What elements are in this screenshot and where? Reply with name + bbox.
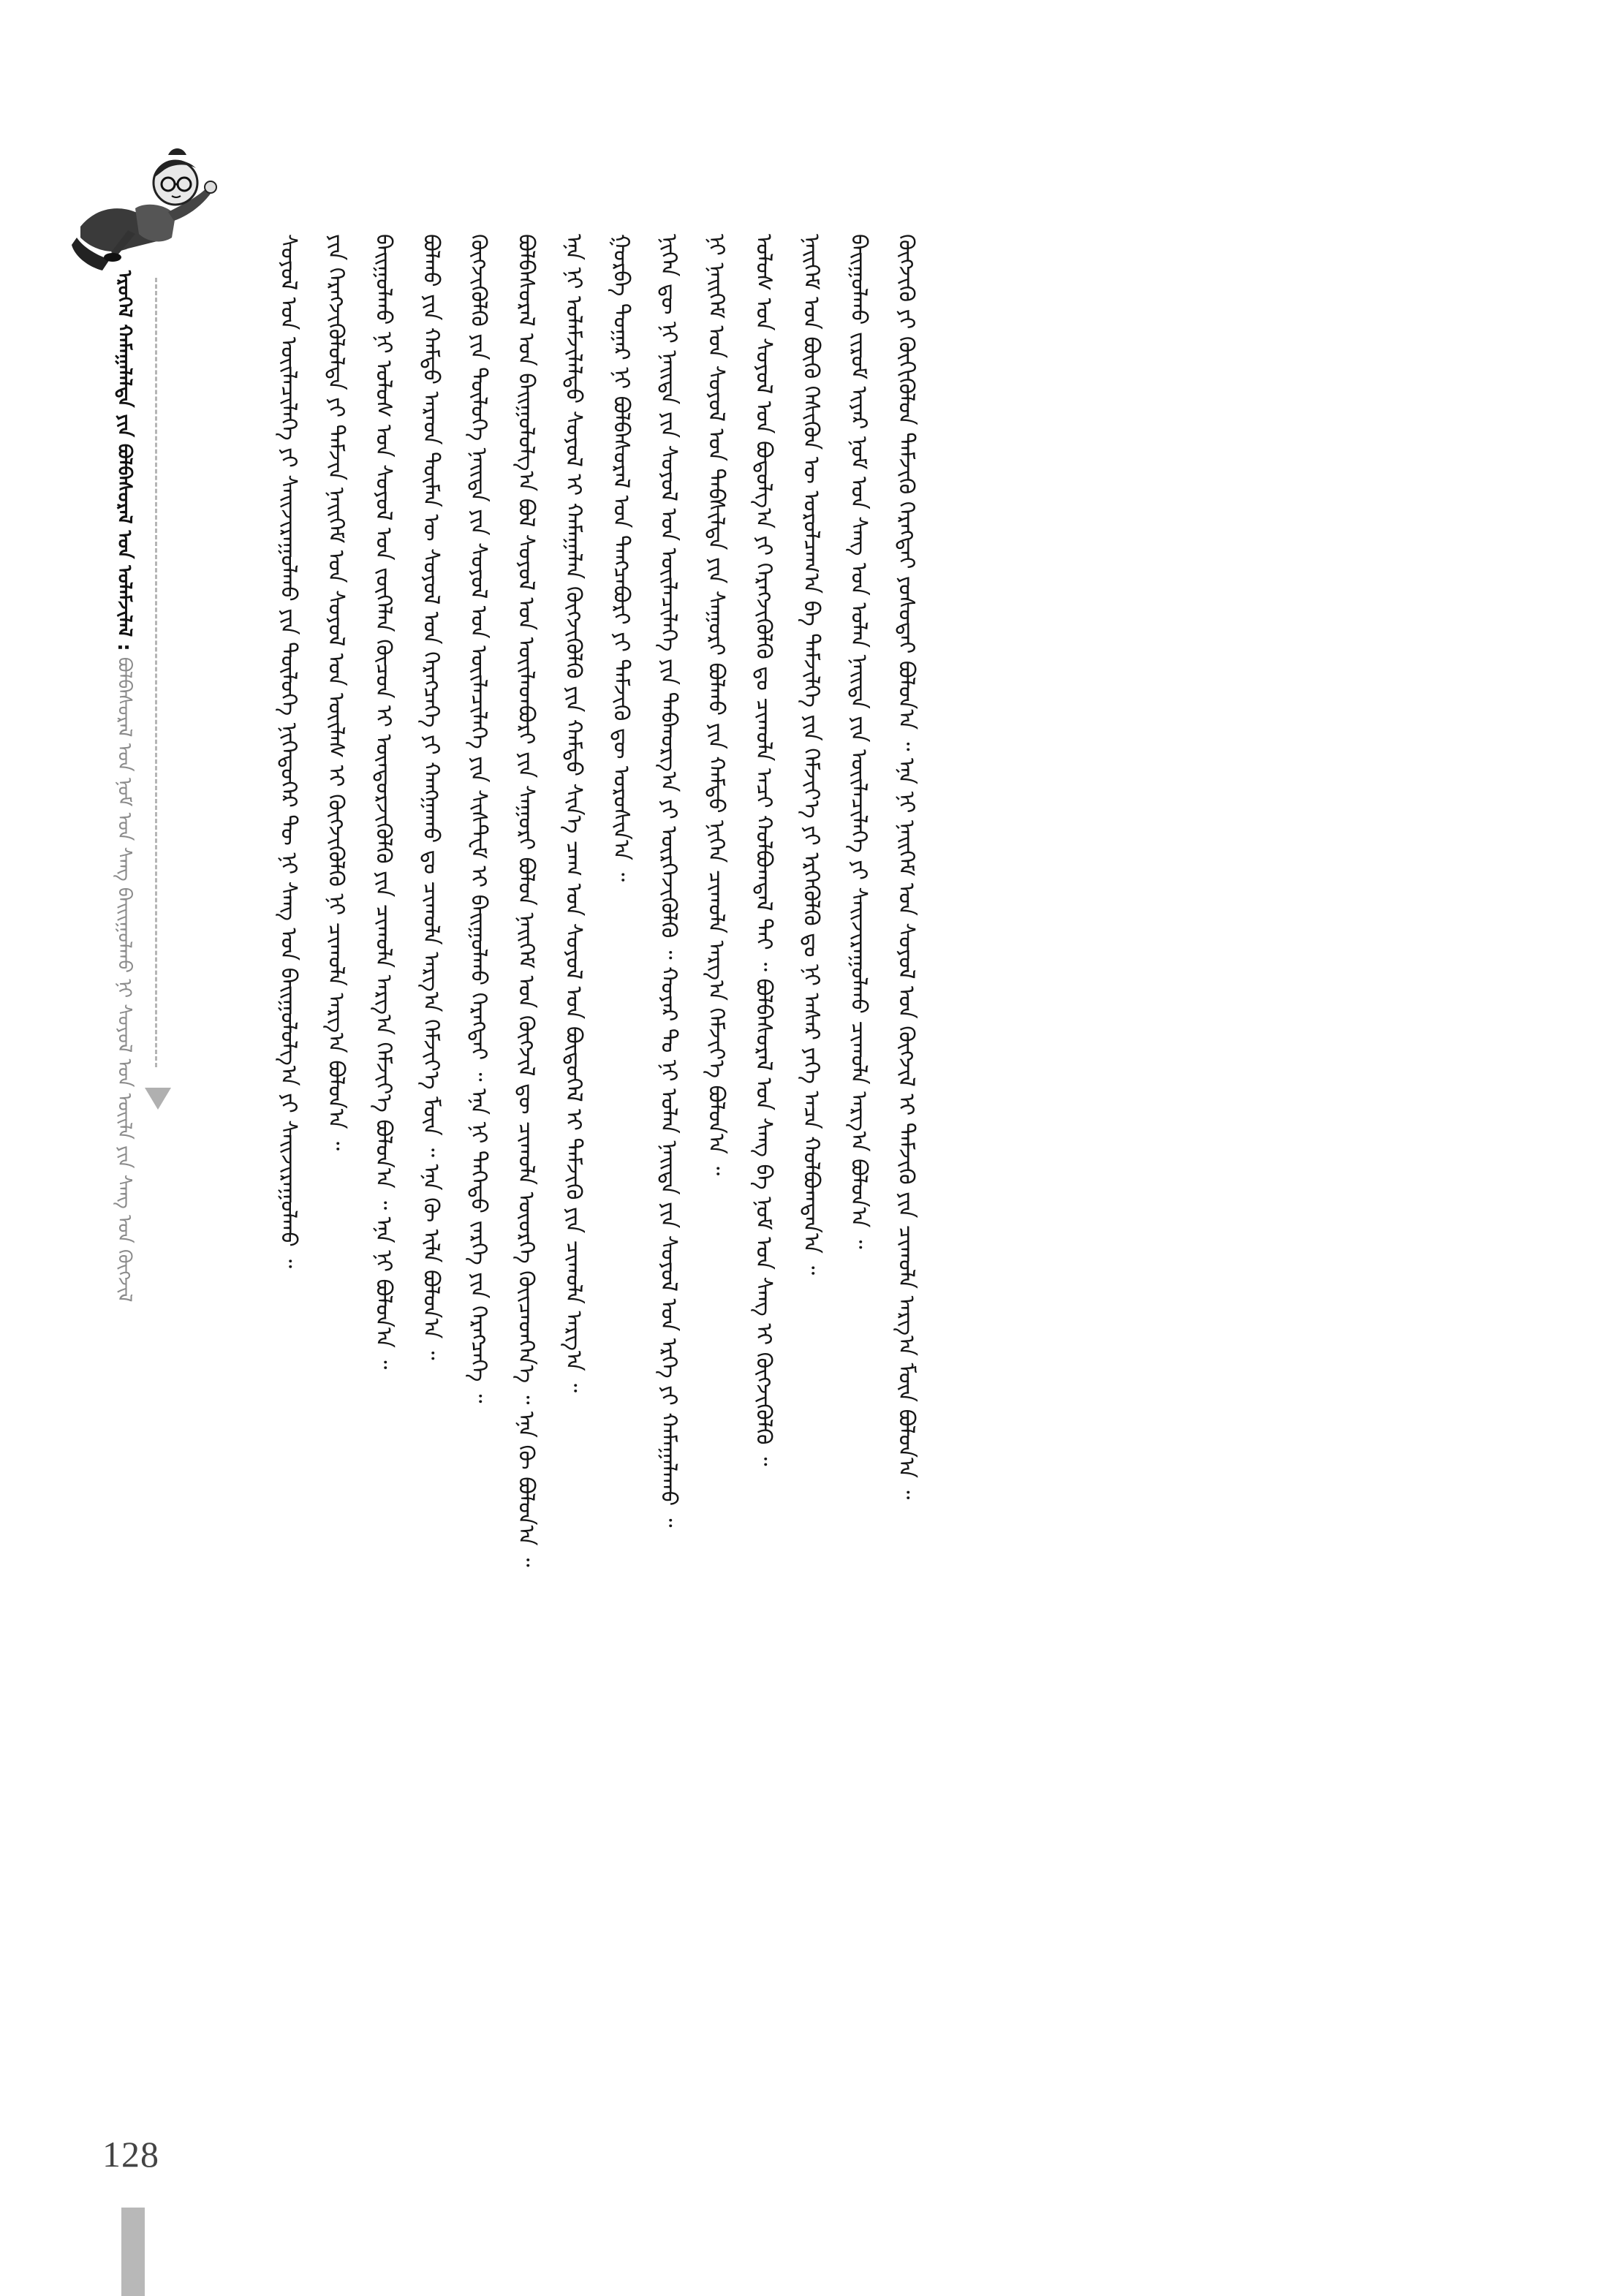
mascot-illustration (66, 139, 227, 278)
text-column-5: ᠨᠢ ᠨᠡᠢᠭᠡᠮ ᠤᠨ ᠰᠣᠶᠣᠯ ᠤᠨ ᠳᠡᠪᠰᠢᠯᠲᠡ ᠶᠢᠨ ᠰᠠᠭᠤᠷᠢ ᠪᠣᠯᠬᠤ ᠶᠢᠨ ᠬᠠᠮᠲᠤ ᠨᠢᠭᠡᠨ ᠴᠢᠬᠤᠯᠠ ᠠᠷᠭ᠎ᠠ ᠬᠡᠮᠵᠢᠶ᠎ᠡ ᠪᠣᠯᠤᠨ᠎ᠠ ᠃ (703, 234, 729, 1176)
text-column-2: ᠪᠠᠢᠭᠤᠯᠬᠤ ᠵᠢᠷᠤᠮ ᠢᠶᠡᠷ ᠨᠣᠮ ᠤᠨ ᠰᠠᠩ ᠤᠨ ᠣᠯᠠᠨ ᠨᠡᠢᠲᠡ ᠶᠢᠨ ᠦᠢᠯᠡᠴᠢᠯᠡᠭᠡ ᠶᠢ ᠰᠠᠢᠵᠢᠷᠠᠭᠤᠯᠬᠤ ᠴᠢᠬᠤᠯᠠ ᠠᠷᠭ᠎ᠠ ᠪᠣᠯᠤᠨ᠎ᠠ ᠃ (846, 234, 871, 1249)
text-column-3: ᠨᠡᠢᠭᠡᠮ ᠤᠨ ᠪᠦᠬᠦ ᠭᠡᠰᠢᠭᠦᠨ ᠦ ᠣᠷᠣᠯᠴᠠᠭ᠎ᠠ ᠪᠠ ᠳᠡᠮᠵᠢᠯᠭᠡ ᠶᠢᠨ ᠬᠡᠮᠵᠢᠶ᠎ᠡ ᠶᠢ ᠡᠷᠭᠡᠭᠦᠯᠬᠦ ᠳᠤ ᠨᠢ ᠠᠰᠠᠷ ᠶᠡᠬᠡ ᠠᠴᠠ ᠬᠣᠯᠪᠣᠭᠳᠠᠨ᠎ᠠ ᠃ (798, 234, 824, 1276)
dashed-divider (155, 278, 157, 1067)
text-column-11: ᠪᠣᠯᠬᠤ ᠶᠢᠨ ᠬᠠᠮᠲᠤ ᠠᠷᠠᠳ ᠲᠦᠮᠡᠨ ᠦ ᠰᠣᠶᠣᠯ ᠤᠨ ᠬᠡᠷᠡᠭᠴᠡᠭᠡ ᠶᠢ ᠬᠠᠩᠭᠠᠬᠤ ᠳᠤ ᠴᠢᠬᠤᠯᠠ ᠠᠷᠭ᠎ᠠ ᠬᠡᠮᠵᠢᠶ᠎ᠡ ᠮᠥᠨ ᠃ ᠡᠨᠡ ᠬᠦ ᠢᠯᠡ ᠪᠣᠯᠤᠨ᠎ᠠ ᠃ (418, 234, 444, 1360)
running-header-subtitle: ᠪᠣᠯᠪᠠᠰᠤᠷᠠᠯ ᠤᠨ ᠨᠣᠮ ᠤᠨ ᠰᠠᠩ ᠪᠠᠢᠢᠭᠤᠯᠬᠤ ᠨᠢ ᠰᠣᠶᠣᠯ ᠤᠨ ᠦᠢᠯᠡ ᠶᠢᠨ ᠰᠠᠩ ᠤᠨ ᠬᠥᠭᠵᠢᠯ (113, 656, 135, 1303)
side-tab-marker (121, 2208, 145, 2296)
text-column-7: ᠭᠤᠷᠪᠠ ᠳᠤᠭᠠᠷ ᠨᠢ ᠪᠣᠯᠪᠠᠰᠤᠷᠠᠯ ᠤᠨ ᠲᠡᠩᠴᠡᠪᠦᠷᠢ ᠶᠢ ᠳᠡᠮᠵᠢᠬᠦ ᠳᠦ ᠣᠷᠣᠰᠢᠨ᠎ᠠ ᠃ (608, 234, 634, 882)
triangle-arrow-icon (145, 1088, 171, 1110)
text-column-8: ᠡᠨᠡ ᠨᠢ ᠤᠯᠠᠮᠵᠢᠯᠠᠯᠲᠤ ᠰᠣᠶᠣᠯ ᠢ ᠬᠠᠮᠠᠭᠠᠯᠠᠨ ᠬᠥᠭᠵᠢᠭᠦᠯᠬᠦ ᠶᠢᠨ ᠬᠠᠮᠲᠤ ᠰᠢᠨ᠎ᠡ ᠴᠠᠭ ᠤᠨ ᠰᠣᠶᠣᠯ ᠤᠨ ᠪᠦᠲᠦᠭᠡᠯ ᠢ ᠳᠡᠮᠵᠢᠬᠦ ᠶᠢᠨ ᠴᠢᠬᠤᠯᠠ ᠠᠷᠭ᠎ᠠ ᠃ (561, 234, 586, 1393)
running-header (110, 270, 139, 1303)
text-column-12: ᠪᠠᠢᠭᠤᠯᠬᠤ ᠨᠢ ᠤᠯᠤᠰ ᠤᠨ ᠰᠣᠶᠣᠯ ᠤᠨ ᠵᠥᠭᠡᠯᠡᠨ ᠬᠦᠴᠦᠨ ᠢ ᠥᠨᠳᠥᠷᠵᠢᠭᠦᠯᠬᠦ ᠶᠢᠨ ᠴᠢᠬᠤᠯᠠ ᠠᠷᠭ᠎ᠠ ᠬᠡᠮᠵᠢᠶ᠎ᠡ ᠪᠣᠯᠤᠨ᠎ᠠ ᠃ ᠡᠨᠡ ᠨᠢ ᠪᠣᠯᠤᠨ᠎ᠠ ᠃ (371, 234, 396, 1370)
body-text (219, 234, 1316, 2105)
text-column-10: ᠬᠥᠭᠵᠢᠭᠦᠯᠬᠦ ᠶᠢᠨ ᠲᠥᠯᠦᠭᠡ ᠨᠡᠢᠲᠡ ᠶᠢᠨ ᠰᠣᠶᠣᠯ ᠤᠨ ᠦᠢᠯᠡᠴᠢᠯᠡᠭᠡ ᠶᠢᠨ ᠰᠢᠰᠲ᠋ᠧᠮ ᠢ ᠪᠠᠢᠭᠤᠯᠬᠤ ᠬᠡᠷᠡᠭᠲᠡᠢ ᠃ ᠡᠨᠡ ᠨᠢ ᠳᠡᠭᠡᠳᠦ ᠵᠡᠷᠭᠡ ᠶᠢᠨ ᠬᠡᠷᠡᠭᠴᠡᠭᠡ ᠃ (466, 234, 491, 1403)
running-header-title: ᠡᠷᠦᠬᠡᠯ ᠬᠠᠮᠠᠭᠠᠯᠠᠯᠲᠠ ᠶᠢᠨ ᠪᠣᠯᠪᠠᠰᠤᠷᠠᠯ ᠤᠨ ᠤᠯᠠᠮᠵᠢᠯᠠᠯ : (113, 270, 135, 651)
text-column-14: ᠰᠣᠶᠣᠯ ᠤᠨ ᠦᠢᠯᠡᠴᠢᠯᠡᠭᠡ ᠶᠢ ᠰᠠᠢᠵᠢᠷᠠᠭᠤᠯᠬᠤ ᠶᠢᠨ ᠲᠥᠯᠦᠭᠡ ᠨᠢᠭᠡᠳᠦᠭᠡᠷ ᠲᠦ ᠨᠢ ᠰᠠᠩ ᠤᠨ ᠪᠠᠢᠭᠤᠯᠤᠯᠭ᠎ᠠ ᠶᠢ ᠰᠠᠢᠵᠢᠷᠠᠭᠤᠯᠬᠤ ᠃ (276, 234, 301, 1269)
text-column-6: ᠨᠢᠭᠡᠨ ᠳᠦ ᠨᠢ ᠨᠡᠢᠲᠡ ᠶᠢᠨ ᠰᠣᠶᠣᠯ ᠤᠨ ᠦᠢᠯᠡᠴᠢᠯᠡᠭᠡ ᠶᠢᠨ ᠳᠠᠪᠬᠤᠷᠭ᠎ᠠ ᠶᠢ ᠥᠷᠭᠡᠵᠢᠭᠦᠯᠬᠦ ᠃ ᠬᠣᠶᠠᠷ ᠲᠤ ᠨᠢ ᠣᠯᠠᠨ ᠨᠡᠢᠲᠡ ᠶᠢᠨ ᠰᠣᠶᠣᠯ ᠤᠨ ᠡᠷᠬᠡ ᠶᠢ ᠬᠠᠮᠠᠭᠠᠯᠠᠬᠤ ᠃ (656, 234, 681, 1528)
text-column-13: ᠶᠢᠨ ᠬᠡᠷᠡᠭᠵᠢᠭᠦᠯᠦᠯᠲᠡ ᠶᠢ ᠳᠡᠮᠵᠢᠨ ᠨᠡᠢᠭᠡᠮ ᠤᠨ ᠰᠣᠶᠣᠯ ᠤᠨ ᠦᠢᠯᠡᠰ ᠢ ᠬᠥᠭᠵᠢᠭᠦᠯᠬᠦ ᠨᠢ ᠴᠢᠬᠤᠯᠠ ᠠᠷᠭ᠎ᠠ ᠪᠣᠯᠤᠨ᠎ᠠ ᠃ (323, 234, 349, 1151)
text-column-9: ᠪᠣᠯᠪᠠᠰᠤᠷᠠᠯ ᠤᠨ ᠪᠠᠢᠭᠤᠯᠤᠯᠭ᠎ᠠ ᠪᠣᠯ ᠰᠣᠶᠣᠯ ᠤᠨ ᠦᠢᠯᠡᠳᠪᠦᠷᠢ ᠶᠢᠨ ᠰᠠᠭᠤᠷᠢ ᠪᠣᠯᠤᠨ ᠨᠡᠢᠭᠡᠮ ᠤᠨ ᠬᠥᠭᠵᠢᠯ ᠳᠦ ᠴᠢᠬᠤᠯᠠ ᠦᠦᠷᠭᠡ ᠭᠦᠢᠴᠡᠳᠬᠡᠨ᠎ᠡ ᠃ ᠡᠨᠡ ᠬᠦ ᠪᠣᠯᠤᠨ᠎ᠠ ᠃ (513, 234, 539, 1567)
text-column-1: ᠬᠥᠭᠵᠢᠬᠦ ᠶᠢ ᠬᠥᠬᠢᠭᠦᠯᠦᠨ ᠳᠡᠮᠵᠢᠬᠦ ᠬᠡᠷᠡᠭᠲᠡᠢ ᠶᠣᠰᠣᠲᠠᠢ ᠪᠣᠯᠤᠨ᠎ᠠ ᠃ ᠡᠨᠡ ᠨᠢ ᠨᠡᠢᠭᠡᠮ ᠤᠨ ᠰᠣᠶᠣᠯ ᠤᠨ ᠬᠥᠭᠵᠢᠯ ᠢ ᠳᠡᠮᠵᠢᠬᠦ ᠶᠢᠨ ᠴᠢᠬᠤᠯᠠ ᠠᠷᠭ᠎ᠠ ᠮᠥᠨ ᠪᠣᠯᠤᠨ᠎ᠠ ᠃ (893, 234, 919, 1500)
page-number: 128 (102, 2134, 159, 2175)
text-column-4: ᠤᠯᠤᠰ ᠤᠨ ᠰᠣᠶᠣᠯ ᠤᠨ ᠪᠣᠳᠣᠯᠭ᠎ᠠ ᠶᠢ ᠬᠡᠷᠡᠭᠵᠢᠭᠦᠯᠬᠦ ᠳᠤ ᠴᠢᠬᠤᠯᠠ ᠠᠴᠢ ᠬᠣᠯᠪᠣᠭᠳᠠᠯ ᠲᠠᠢ ᠃ ᠪᠣᠯᠪᠠᠰᠤᠷᠠᠯ ᠤᠨ ᠰᠠᠩ ᠪᠠ ᠨᠣᠮ ᠤᠨ ᠰᠠᠩ ᠢ ᠬᠥᠭᠵᠢᠭᠦᠯᠬᠦ ᠃ (751, 234, 776, 1466)
